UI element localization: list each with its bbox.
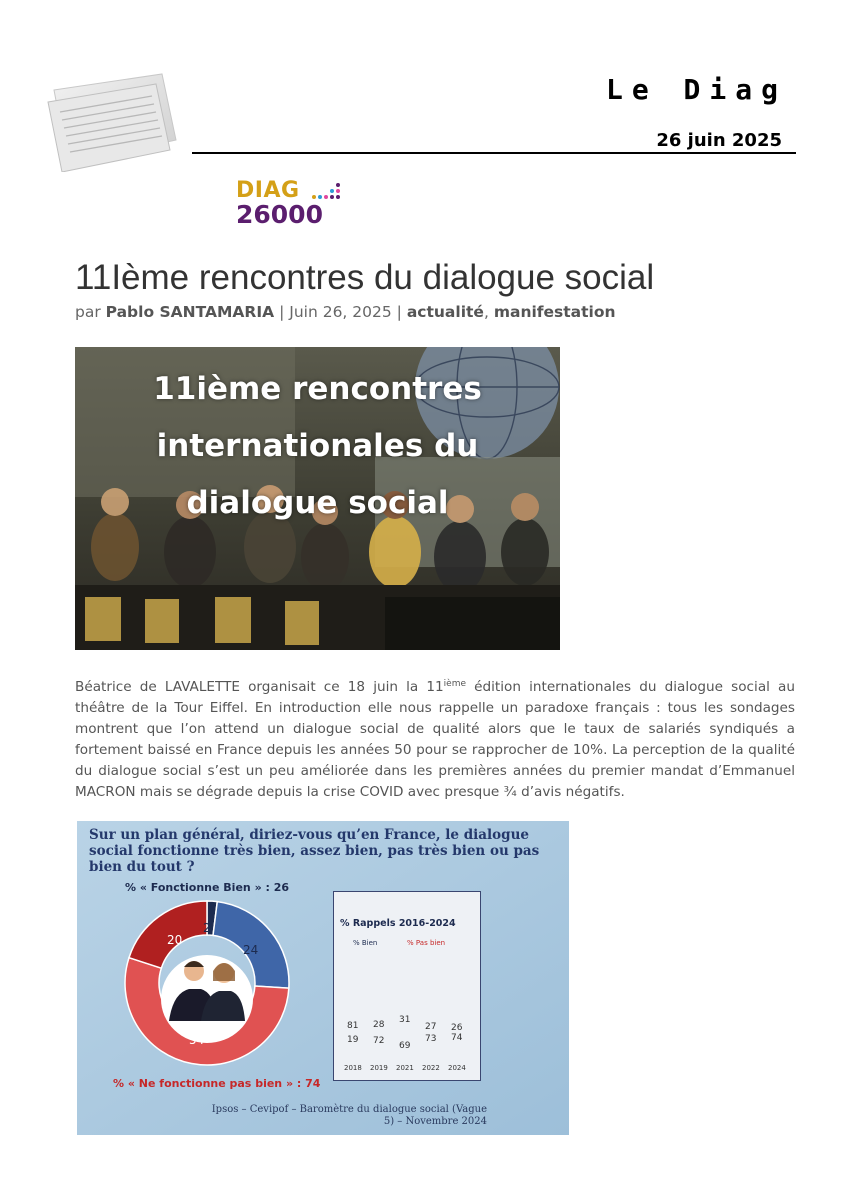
paragraph-text: Béatrice de LAVALETTE organisait ce 18 juin la 11 [75, 679, 444, 695]
x-tick-label: 2021 [396, 1064, 414, 1072]
data-label: 74 [451, 1032, 463, 1043]
data-label: 72 [373, 1035, 385, 1046]
header-divider [192, 152, 796, 154]
site-brand: Le Diag [605, 73, 787, 106]
data-label: 73 [425, 1034, 437, 1045]
trend-panel [333, 891, 481, 1081]
data-label: 31 [399, 1015, 411, 1026]
positive-percentage-label: % « Fonctionne Bien » : 26 [125, 881, 290, 894]
hero-overlay-text [75, 361, 560, 532]
author-link[interactable]: Pablo SANTAMARIA [105, 303, 275, 321]
data-label: 27 [425, 1021, 437, 1032]
legend-bien: % Bien [353, 939, 378, 947]
data-label: 19 [347, 1034, 359, 1045]
donut-label: 20 [167, 933, 183, 947]
x-tick-label: 2022 [422, 1064, 440, 1072]
logo-dots-icon [312, 183, 340, 201]
meta-by: par [75, 303, 101, 321]
legend-pas-bien: % Pas bien [407, 939, 446, 947]
issue-date: 26 juin 2025 [656, 130, 782, 151]
x-tick-label: 2024 [448, 1064, 466, 1072]
logo-text-bottom: 26000 [236, 200, 323, 229]
data-label: 69 [399, 1040, 411, 1051]
negative-percentage-label: % « Ne fonctionne pas bien » : 74 [113, 1077, 321, 1090]
diag-26000-logo [236, 180, 348, 232]
category-link-actualite[interactable]: actualité [406, 303, 484, 321]
meta-separator: | [396, 303, 402, 321]
data-label: 81 [347, 1021, 359, 1032]
logo-text-top: DIAG [236, 178, 300, 203]
article-title: 11Ième rencontres du dialogue social [75, 258, 655, 297]
article-paragraph [75, 674, 795, 803]
hero-line: 11ième rencontres [153, 371, 482, 407]
survey-infographic [77, 821, 569, 1135]
x-tick-label: 2019 [370, 1064, 388, 1072]
ordinal-superscript: ième [443, 679, 467, 689]
hero-line: dialogue social [186, 485, 449, 521]
people-illustration [161, 955, 253, 1043]
data-label: 28 [373, 1020, 385, 1031]
meta-separator: | [279, 303, 285, 321]
article-date: Juin 26, 2025 [289, 303, 392, 321]
newspaper-icon [44, 68, 184, 172]
data-label: 26 [451, 1023, 463, 1034]
hero-line: internationales du [156, 428, 479, 464]
donut-label: 24 [243, 943, 259, 957]
trend-panel-title: % Rappels 2016-2024 [340, 918, 456, 929]
meta-comma: , [483, 303, 489, 321]
donut-label: 54 [189, 1033, 205, 1047]
survey-question: Sur un plan général, diriez-vous qu’en France, le dialogue social fonctionne très bien, assez bien, pas très bien ou pas bien du tout ? [89, 827, 540, 875]
article-meta [75, 303, 616, 321]
source-note: Ipsos – Cevipof – Baromètre du dialogue social (Vague 5) – Novembre 2024 [211, 1104, 487, 1127]
donut-label: 2 [203, 921, 211, 935]
hero-image [75, 347, 560, 650]
paragraph-text: édition internationales du dialogue social au théâtre de la Tour Eiffel. En introduction elle nous rappelle un paradoxe français : tous les sondages montrent que l’on attend un dialogue social de qualité alors que le taux de salariés syndiqués a fortement baissé en France depuis les années 50 pour se rapprocher de 10%. La perception de la qualité du dialogue social s’est un peu améliorée dans les premières années du premier mandat d’Emmanuel MACRON mais se dégrade depuis la crise COVID avec presque ¾ d’avis négatifs. [75, 679, 796, 800]
x-tick-label: 2018 [344, 1064, 362, 1072]
category-link-manifestation[interactable]: manifestation [493, 303, 616, 321]
